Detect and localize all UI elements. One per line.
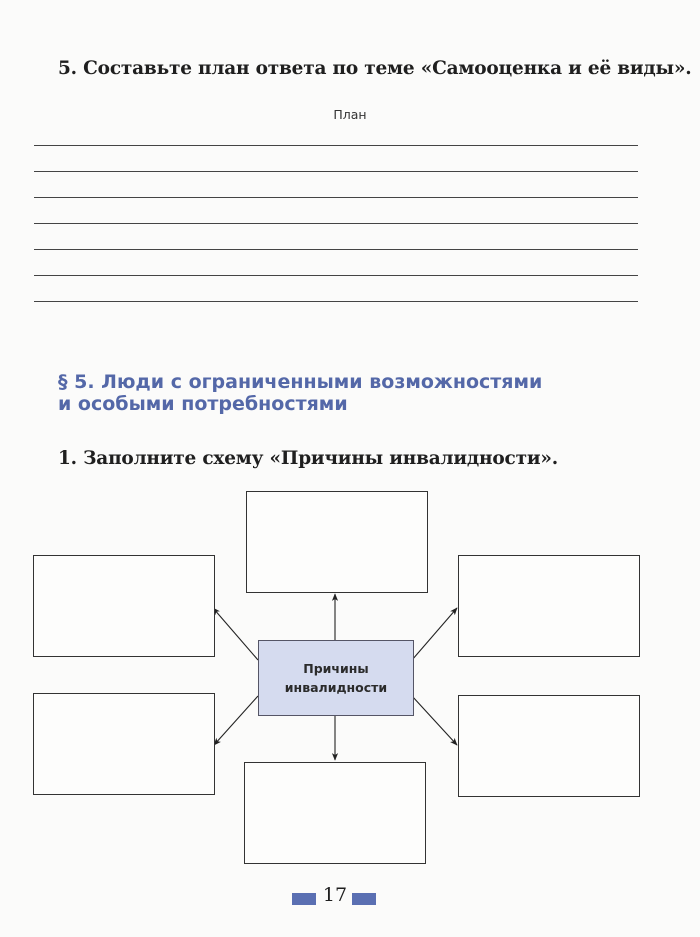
diagram-box-upper-left[interactable] bbox=[33, 555, 215, 657]
task-1-heading: 1. Заполните схему «Причины инвалидности». bbox=[58, 448, 558, 469]
diagram-box-bottom[interactable] bbox=[244, 762, 426, 864]
arrow-lower-left bbox=[214, 696, 258, 745]
diagram-box-top[interactable] bbox=[246, 491, 428, 593]
footer-bar-left bbox=[292, 893, 316, 905]
diagram-box-lower-right[interactable] bbox=[458, 695, 640, 797]
arrow-lower-right bbox=[412, 696, 457, 745]
diagram-center-box bbox=[258, 640, 414, 716]
center-label-line-1: Причины bbox=[303, 661, 369, 676]
plan-label: План bbox=[333, 107, 367, 122]
diagram-box-upper-right[interactable] bbox=[458, 555, 640, 657]
arrow-upper-left bbox=[213, 608, 258, 660]
task-5-heading: 5. Составьте план ответа по теме «Самооценка и её виды». bbox=[58, 58, 692, 79]
section-title-line-1: § 5. Люди с ограниченными возможностями bbox=[58, 371, 543, 393]
section-title-line-2: и особыми потребностями bbox=[58, 393, 348, 415]
page-number: 17 bbox=[322, 884, 348, 906]
diagram-box-lower-left[interactable] bbox=[33, 693, 215, 795]
center-label-line-2: инвалидности bbox=[284, 680, 388, 695]
arrow-upper-right bbox=[412, 608, 457, 660]
footer-bar-right bbox=[352, 893, 376, 905]
